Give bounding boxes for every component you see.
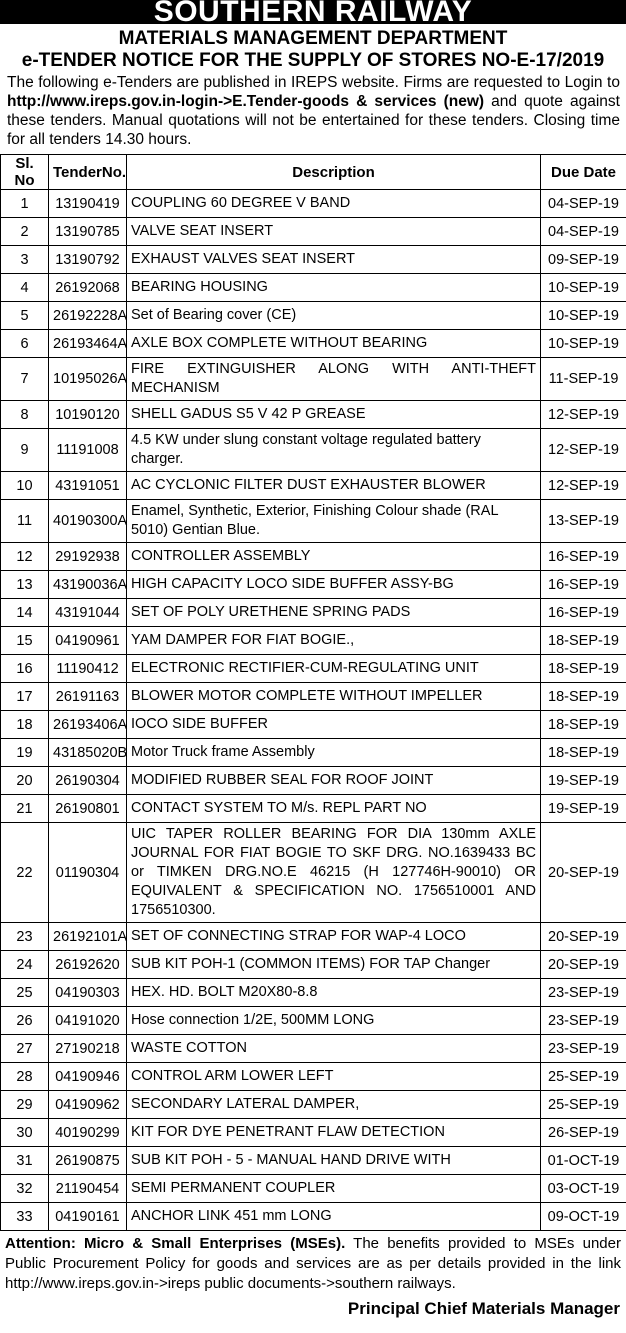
cell-sl-no: 24 — [1, 951, 49, 979]
cell-due-date: 18-SEP-19 — [541, 655, 626, 683]
table-row — [1, 246, 626, 274]
cell-tender-no: 11191008 — [49, 429, 127, 472]
cell-sl-no: 20 — [1, 767, 49, 795]
cell-description: EXHAUST VALVES SEAT INSERT — [127, 246, 541, 274]
table-row — [1, 655, 626, 683]
intro-text-1: The following e-Tenders are published in IREPS website. Firms are requested to Login to — [7, 74, 620, 91]
table-row — [1, 795, 626, 823]
cell-sl-no: 7 — [1, 358, 49, 401]
cell-sl-no: 31 — [1, 1147, 49, 1175]
cell-description: 4.5 KW under slung constant voltage regulated battery charger. — [127, 429, 541, 472]
cell-description: ANCHOR LINK 451 mm LONG — [127, 1203, 541, 1231]
cell-description: SEMI PERMANENT COUPLER — [127, 1175, 541, 1203]
cell-description: FIRE EXTINGUISHER ALONG WITH ANTI-THEFT MECHANISM — [127, 358, 541, 401]
cell-tender-no: 26190304 — [49, 767, 127, 795]
cell-tender-no: 43191051 — [49, 472, 127, 500]
cell-tender-no: 04190303 — [49, 979, 127, 1007]
cell-tender-no: 43190036A — [49, 571, 127, 599]
cell-due-date: 12-SEP-19 — [541, 429, 626, 472]
tender-table-body — [1, 190, 626, 1231]
cell-due-date: 23-SEP-19 — [541, 1007, 626, 1035]
cell-due-date: 20-SEP-19 — [541, 823, 626, 923]
notice-heading: e-TENDER NOTICE FOR THE SUPPLY OF STORES NO-E-17/2019 — [21, 50, 605, 71]
cell-description: COUPLING 60 DEGREE V BAND — [127, 190, 541, 218]
cell-sl-no: 8 — [1, 401, 49, 429]
cell-due-date: 18-SEP-19 — [541, 627, 626, 655]
table-row — [1, 711, 626, 739]
cell-due-date: 12-SEP-19 — [541, 472, 626, 500]
cell-sl-no: 6 — [1, 330, 49, 358]
cell-sl-no: 30 — [1, 1119, 49, 1147]
cell-due-date: 18-SEP-19 — [541, 711, 626, 739]
cell-sl-no: 29 — [1, 1091, 49, 1119]
intro-text-2: and quote against these tenders. Manual quotations will not be entertained for these tenders. Closing time for all tenders 14.30 hours. — [7, 93, 620, 148]
cell-tender-no: 43185020B — [49, 739, 127, 767]
cell-due-date: 18-SEP-19 — [541, 683, 626, 711]
cell-tender-no: 26192068 — [49, 274, 127, 302]
cell-sl-no: 26 — [1, 1007, 49, 1035]
cell-sl-no: 33 — [1, 1203, 49, 1231]
cell-tender-no: 26192101A — [49, 923, 127, 951]
attention-text: The benefits provided to MSEs under Public Procurement Policy for goods and services are as per details provided in the link http://www.ireps.gov.in->ireps public documents->southern railways. — [5, 1235, 621, 1292]
cell-due-date: 19-SEP-19 — [541, 795, 626, 823]
cell-tender-no: 21190454 — [49, 1175, 127, 1203]
table-row — [1, 1119, 626, 1147]
table-row — [1, 543, 626, 571]
table-row — [1, 923, 626, 951]
cell-sl-no: 3 — [1, 246, 49, 274]
cell-description: SHELL GADUS S5 V 42 P GREASE — [127, 401, 541, 429]
header-description: Description — [127, 155, 541, 190]
table-row — [1, 571, 626, 599]
cell-description: Hose connection 1/2E, 500MM LONG — [127, 1007, 541, 1035]
cell-description: Motor Truck frame Assembly — [127, 739, 541, 767]
cell-due-date: 20-SEP-19 — [541, 923, 626, 951]
table-row — [1, 951, 626, 979]
cell-sl-no: 11 — [1, 500, 49, 543]
cell-tender-no: 10195026A — [49, 358, 127, 401]
cell-due-date: 11-SEP-19 — [541, 358, 626, 401]
cell-description: SUB KIT POH-1 (COMMON ITEMS) FOR TAP Changer — [127, 951, 541, 979]
cell-sl-no: 21 — [1, 795, 49, 823]
cell-sl-no: 5 — [1, 302, 49, 330]
cell-tender-no: 26191163 — [49, 683, 127, 711]
cell-tender-no: 13190792 — [49, 246, 127, 274]
table-row — [1, 190, 626, 218]
cell-due-date: 19-SEP-19 — [541, 767, 626, 795]
cell-sl-no: 19 — [1, 739, 49, 767]
cell-tender-no: 26190875 — [49, 1147, 127, 1175]
cell-description: Enamel, Synthetic, Exterior, Finishing Colour shade (RAL 5010) Gentian Blue. — [127, 500, 541, 543]
cell-sl-no: 9 — [1, 429, 49, 472]
cell-sl-no: 23 — [1, 923, 49, 951]
cell-tender-no: 43191044 — [49, 599, 127, 627]
table-row — [1, 767, 626, 795]
cell-tender-no: 11190412 — [49, 655, 127, 683]
header-due-date: Due Date — [541, 155, 626, 190]
cell-sl-no: 13 — [1, 571, 49, 599]
cell-description: ELECTRONIC RECTIFIER-CUM-REGULATING UNIT — [127, 655, 541, 683]
cell-description: KIT FOR DYE PENETRANT FLAW DETECTION — [127, 1119, 541, 1147]
cell-sl-no: 12 — [1, 543, 49, 571]
table-row — [1, 330, 626, 358]
cell-tender-no: 26193464A — [49, 330, 127, 358]
cell-due-date: 25-SEP-19 — [541, 1063, 626, 1091]
cell-due-date: 09-SEP-19 — [541, 246, 626, 274]
railway-title: SOUTHERN RAILWAY — [0, 0, 626, 24]
cell-due-date: 03-OCT-19 — [541, 1175, 626, 1203]
table-row — [1, 500, 626, 543]
cell-description: AC CYCLONIC FILTER DUST EXHAUSTER BLOWER — [127, 472, 541, 500]
cell-sl-no: 27 — [1, 1035, 49, 1063]
cell-tender-no: 26193406A — [49, 711, 127, 739]
cell-due-date: 26-SEP-19 — [541, 1119, 626, 1147]
cell-description: HEX. HD. BOLT M20X80-8.8 — [127, 979, 541, 1007]
cell-tender-no: 40190300A — [49, 500, 127, 543]
table-row — [1, 358, 626, 401]
cell-description: SECONDARY LATERAL DAMPER, — [127, 1091, 541, 1119]
cell-due-date: 25-SEP-19 — [541, 1091, 626, 1119]
cell-description: HIGH CAPACITY LOCO SIDE BUFFER ASSY-BG — [127, 571, 541, 599]
cell-due-date: 04-SEP-19 — [541, 218, 626, 246]
table-row — [1, 1063, 626, 1091]
table-row — [1, 1091, 626, 1119]
cell-tender-no: 04190962 — [49, 1091, 127, 1119]
cell-due-date: 23-SEP-19 — [541, 979, 626, 1007]
cell-due-date: 18-SEP-19 — [541, 739, 626, 767]
cell-due-date: 12-SEP-19 — [541, 401, 626, 429]
cell-description: SET OF CONNECTING STRAP FOR WAP-4 LOCO — [127, 923, 541, 951]
cell-sl-no: 17 — [1, 683, 49, 711]
cell-description: VALVE SEAT INSERT — [127, 218, 541, 246]
table-row — [1, 218, 626, 246]
cell-description: CONTROL ARM LOWER LEFT — [127, 1063, 541, 1091]
cell-sl-no: 14 — [1, 599, 49, 627]
table-row — [1, 274, 626, 302]
cell-description: MODIFIED RUBBER SEAL FOR ROOF JOINT — [127, 767, 541, 795]
cell-sl-no: 15 — [1, 627, 49, 655]
table-header-row — [1, 155, 626, 190]
table-row — [1, 1035, 626, 1063]
table-row — [1, 401, 626, 429]
cell-due-date: 01-OCT-19 — [541, 1147, 626, 1175]
cell-description: CONTACT SYSTEM TO M/s. REPL PART NO — [127, 795, 541, 823]
cell-due-date: 04-SEP-19 — [541, 190, 626, 218]
table-row — [1, 1147, 626, 1175]
mse-attention-note — [0, 1231, 626, 1294]
cell-tender-no: 27190218 — [49, 1035, 127, 1063]
table-row — [1, 627, 626, 655]
cell-description: YAM DAMPER FOR FIAT BOGIE., — [127, 627, 541, 655]
cell-description: WASTE COTTON — [127, 1035, 541, 1063]
header-sl-no: Sl. No — [1, 155, 49, 190]
cell-sl-no: 32 — [1, 1175, 49, 1203]
cell-description: SET OF POLY URETHENE SPRING PADS — [127, 599, 541, 627]
cell-due-date: 16-SEP-19 — [541, 543, 626, 571]
cell-tender-no: 26190801 — [49, 795, 127, 823]
table-row — [1, 429, 626, 472]
cell-tender-no: 04190161 — [49, 1203, 127, 1231]
cell-tender-no: 01190304 — [49, 823, 127, 923]
cell-due-date: 10-SEP-19 — [541, 274, 626, 302]
cell-tender-no: 29192938 — [49, 543, 127, 571]
cell-tender-no: 04190946 — [49, 1063, 127, 1091]
cell-due-date: 10-SEP-19 — [541, 330, 626, 358]
signatory: Principal Chief Materials Manager — [347, 1299, 620, 1318]
cell-tender-no: 26192620 — [49, 951, 127, 979]
department-heading: MATERIALS MANAGEMENT DEPARTMENT — [118, 28, 508, 49]
cell-tender-no: 40190299 — [49, 1119, 127, 1147]
cell-description: CONTROLLER ASSEMBLY — [127, 543, 541, 571]
header-tender-no: TenderNo. — [49, 155, 127, 190]
table-row — [1, 979, 626, 1007]
cell-tender-no: 26192228A — [49, 302, 127, 330]
cell-due-date: 16-SEP-19 — [541, 599, 626, 627]
cell-description: UIC TAPER ROLLER BEARING FOR DIA 130mm AXLE JOURNAL FOR FIAT BOGIE TO SKF DRG. NO.1639433 BC or TIMKEN DRG.NO.E 46215 (H 127746H-90010) OR EQUIVALENT & SPECIFICATION NO. 1756510001 AND 1756510300. — [127, 823, 541, 923]
table-row — [1, 302, 626, 330]
table-row — [1, 1175, 626, 1203]
attention-label: Attention: Micro & Small Enterprises (MSEs). — [5, 1235, 346, 1252]
ireps-login-link: http://www.ireps.gov.in-login->E.Tender-goods & services (new) — [7, 93, 485, 110]
cell-tender-no: 10190120 — [49, 401, 127, 429]
cell-description: SUB KIT POH - 5 - MANUAL HAND DRIVE WITH — [127, 1147, 541, 1175]
table-row — [1, 1203, 626, 1231]
cell-sl-no: 22 — [1, 823, 49, 923]
cell-sl-no: 4 — [1, 274, 49, 302]
cell-sl-no: 25 — [1, 979, 49, 1007]
cell-due-date: 09-OCT-19 — [541, 1203, 626, 1231]
cell-description: BLOWER MOTOR COMPLETE WITHOUT IMPELLER — [127, 683, 541, 711]
cell-due-date: 13-SEP-19 — [541, 500, 626, 543]
intro-paragraph — [0, 73, 626, 149]
cell-description: IOCO SIDE BUFFER — [127, 711, 541, 739]
cell-tender-no: 04190961 — [49, 627, 127, 655]
cell-description: AXLE BOX COMPLETE WITHOUT BEARING — [127, 330, 541, 358]
cell-description: Set of Bearing cover (CE) — [127, 302, 541, 330]
table-row — [1, 683, 626, 711]
cell-sl-no: 28 — [1, 1063, 49, 1091]
cell-due-date: 20-SEP-19 — [541, 951, 626, 979]
cell-description: BEARING HOUSING — [127, 274, 541, 302]
cell-tender-no: 13190785 — [49, 218, 127, 246]
cell-due-date: 16-SEP-19 — [541, 571, 626, 599]
table-row — [1, 739, 626, 767]
cell-due-date: 23-SEP-19 — [541, 1035, 626, 1063]
table-row — [1, 823, 626, 923]
tender-table — [0, 154, 626, 1231]
cell-tender-no: 13190419 — [49, 190, 127, 218]
cell-sl-no: 2 — [1, 218, 49, 246]
cell-tender-no: 04191020 — [49, 1007, 127, 1035]
table-row — [1, 1007, 626, 1035]
cell-due-date: 10-SEP-19 — [541, 302, 626, 330]
cell-sl-no: 18 — [1, 711, 49, 739]
table-row — [1, 599, 626, 627]
cell-sl-no: 10 — [1, 472, 49, 500]
cell-sl-no: 16 — [1, 655, 49, 683]
table-row — [1, 472, 626, 500]
cell-sl-no: 1 — [1, 190, 49, 218]
